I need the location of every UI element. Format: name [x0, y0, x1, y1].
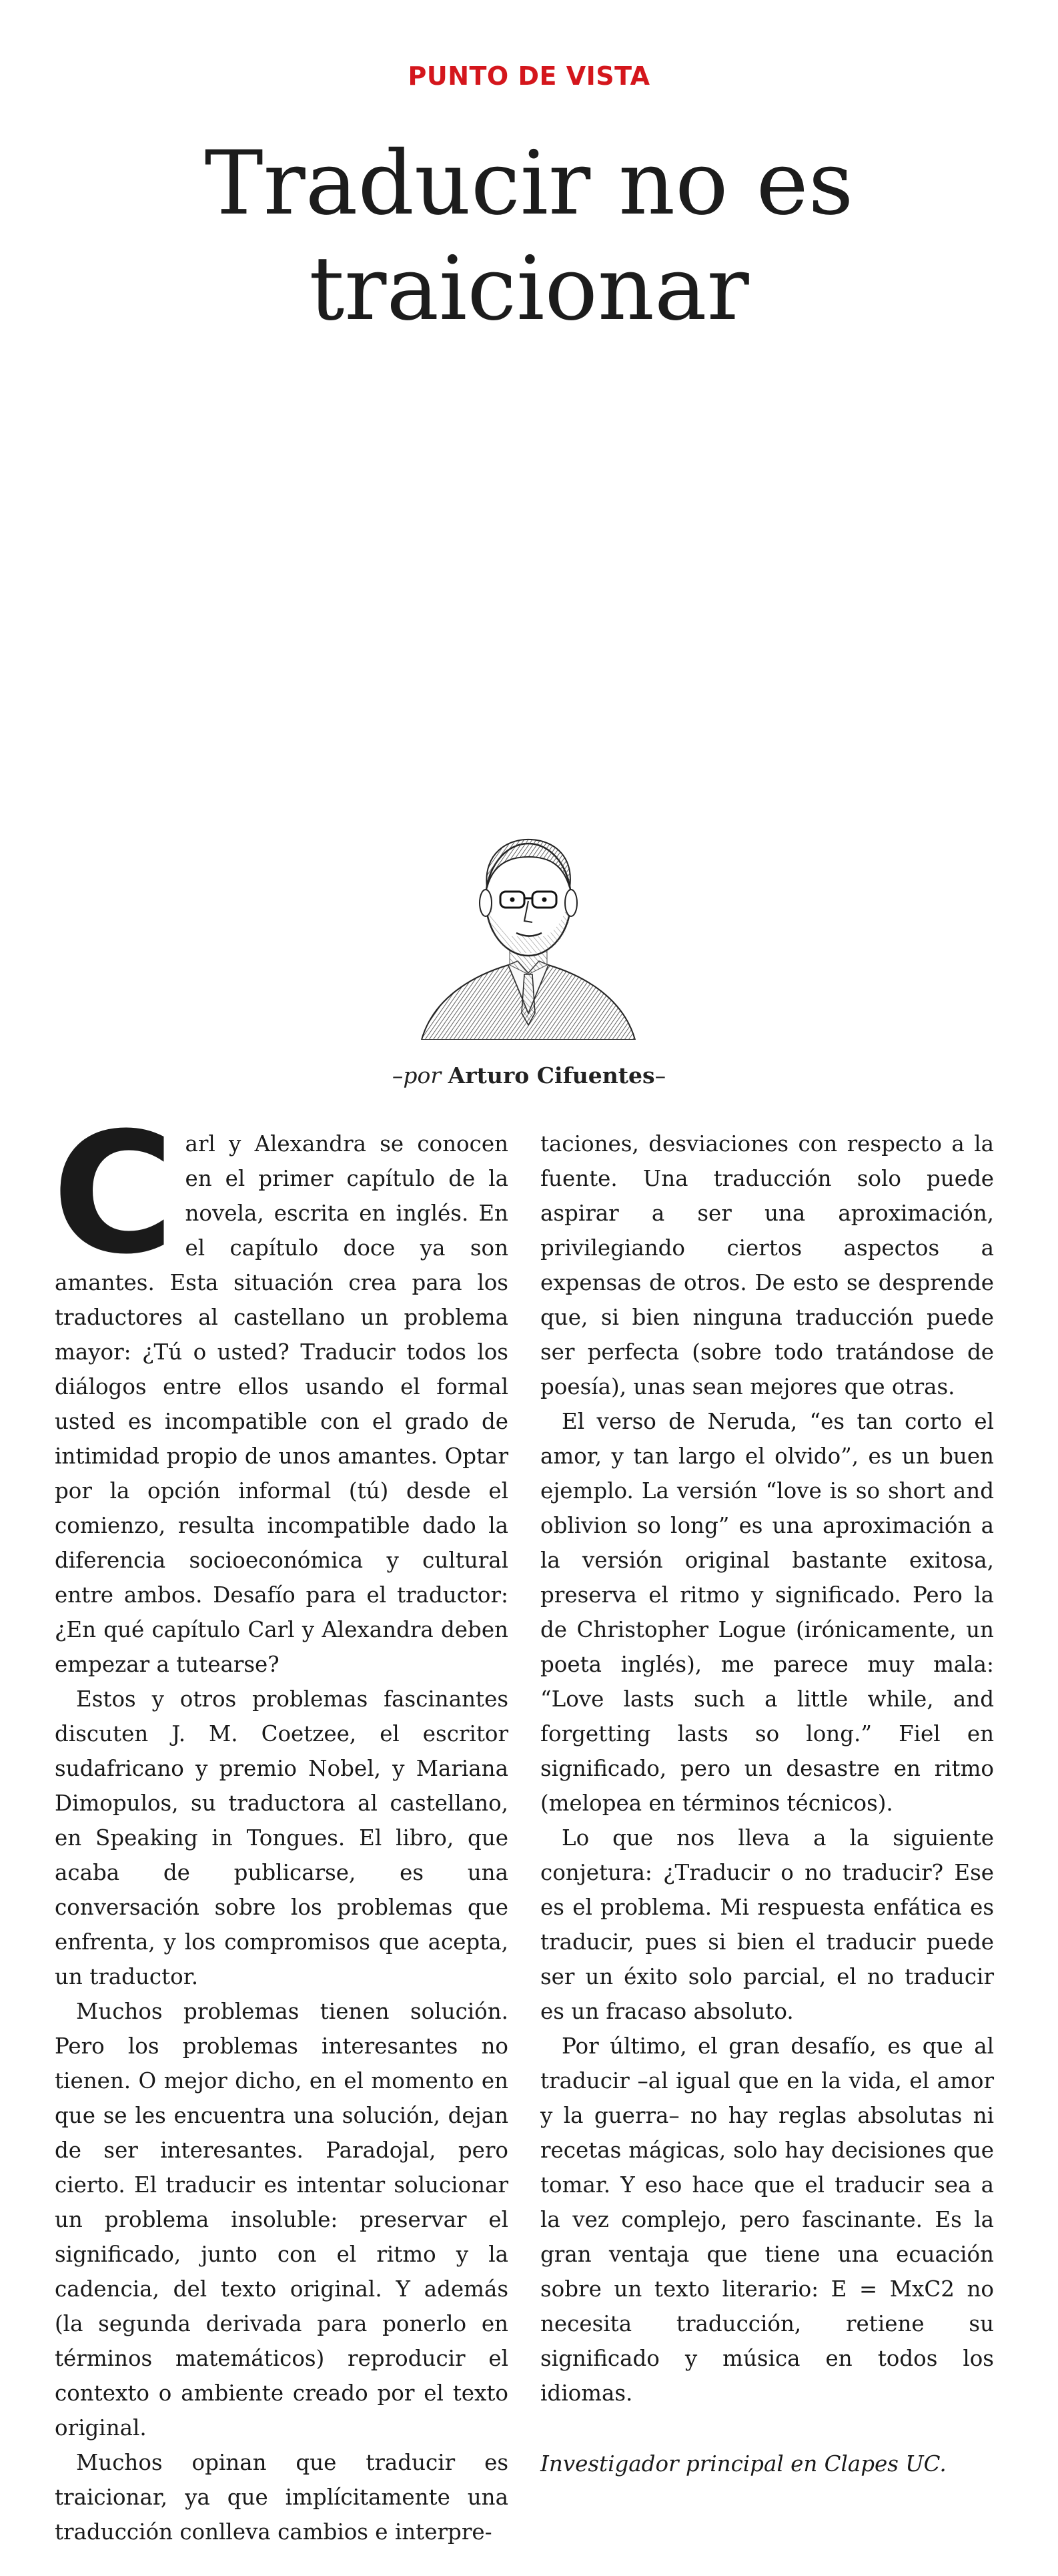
article-paragraph: Muchos problemas tienen solución. Pero los problemas interesantes no tienen. O mejor dicho, en el momento en que se les encuentra una solución, dejan de ser interesantes. Paradojal, pero cierto. El traducir es intentar solucionar un problema insoluble: preservar el significado, junto con el ritmo y la cadencia, del texto original. Y además (la segunda derivada para ponerlo en términos matemáticos) reproducir el contexto o ambiente creado por el texto original.: [55, 1999, 508, 2441]
article-paragraph: El verso de Neruda, “es tan corto el amor, y tan largo el olvido”, es un buen ejemplo. La versión “love is so short and oblivion so long” es una aproximación a la versión original bastante exitosa, preserva el ritmo y significado. Pero la de Christopher Logue (irónicamente, un poeta inglés), me parece muy mala: “Love lasts such a little while, and forgetting lasts so long.” Fiel en significado, pero un desastre en ritmo (melopea en términos técnicos).: [540, 1409, 994, 1816]
article-paragraph: Muchos opinan que traducir es traicionar, ya que implícitamente una traducción conlleva cambios e interpre-: [55, 2450, 508, 2545]
drop-cap: C: [52, 1096, 175, 1291]
section-label: PUNTO DE VISTA: [408, 61, 650, 91]
byline: [0, 1062, 1058, 1088]
article-column-left: [52, 1096, 508, 2549]
article-paragraph: Lo que nos lleva a la siguiente conjetura: ¿Traducir o no traducir? Ese es el problema. Mi respuesta enfática es traducir, pues si bien el traducir puede ser un éxito solo parcial, el no traducir es un fracaso absoluto.: [540, 1825, 994, 2024]
article-column-right: [540, 1126, 994, 2481]
byline-suffix: –: [654, 1062, 666, 1088]
article-paragraph: Estos y otros problemas fascinantes discuten J. M. Coetzee, el escritor sudafricano y premio Nobel, y Mariana Dimopulos, su traductora al castellano, en Speaking in Tongues. El libro, que acaba de publicarse, es una conversación sobre los problemas que enfrenta, y los compromisos que acepta, un traductor.: [55, 1686, 508, 1989]
byline-prefix: –por: [392, 1062, 442, 1088]
article-paragraph: taciones, desviaciones con respecto a la fuente. Una traducción solo puede aspirar a ser una aproximación, privilegiando ciertos aspectos a expensas de otros. De esto se desprende que, si bien ninguna traducción puede ser perfecta (sobre todo tratándose de poesía), unas sean mejores que otras.: [540, 1131, 994, 1399]
article-paragraph: Por último, el gran desafío, es que al traducir –al igual que en la vida, el amor y la guerra– no hay reglas absolutas ni recetas mágicas, solo hay decisiones que tomar. Y eso hace que el traducir sea a la vez complejo, pero fascinante. Es la gran ventaja que tiene una ecuación sobre un texto literario: E = MxC2 no necesita traducción, retiene su significado y música en todos los idiomas.: [540, 2033, 994, 2406]
headline: Traducir no es traicionar: [204, 132, 854, 340]
article-paragraph: Carl y Alexandra se conocen en el primer capítulo de la novela, escrita en inglés. En el capítulo doce ya son amantes. Esta situación crea para los traductores al castellano un problema mayor: ¿Tú o usted? Traducir todos los diálogos entre ellos usando el formal usted es incompatible con el grado de intimidad propio de unos amantes. Optar por la opción informal (tú) desde el comienzo, resulta incompatible dado la diferencia socioeconómica y cultural entre ambos. Desafío para el traductor: ¿En qué capítulo Carl y Alexandra deben empezar a tutearse?: [52, 1096, 508, 1677]
author-portrait: [408, 813, 648, 1040]
author-signature: Investigador principal en Clapes UC.: [540, 2451, 947, 2477]
author-name: Arturo Cifuentes: [448, 1062, 655, 1088]
